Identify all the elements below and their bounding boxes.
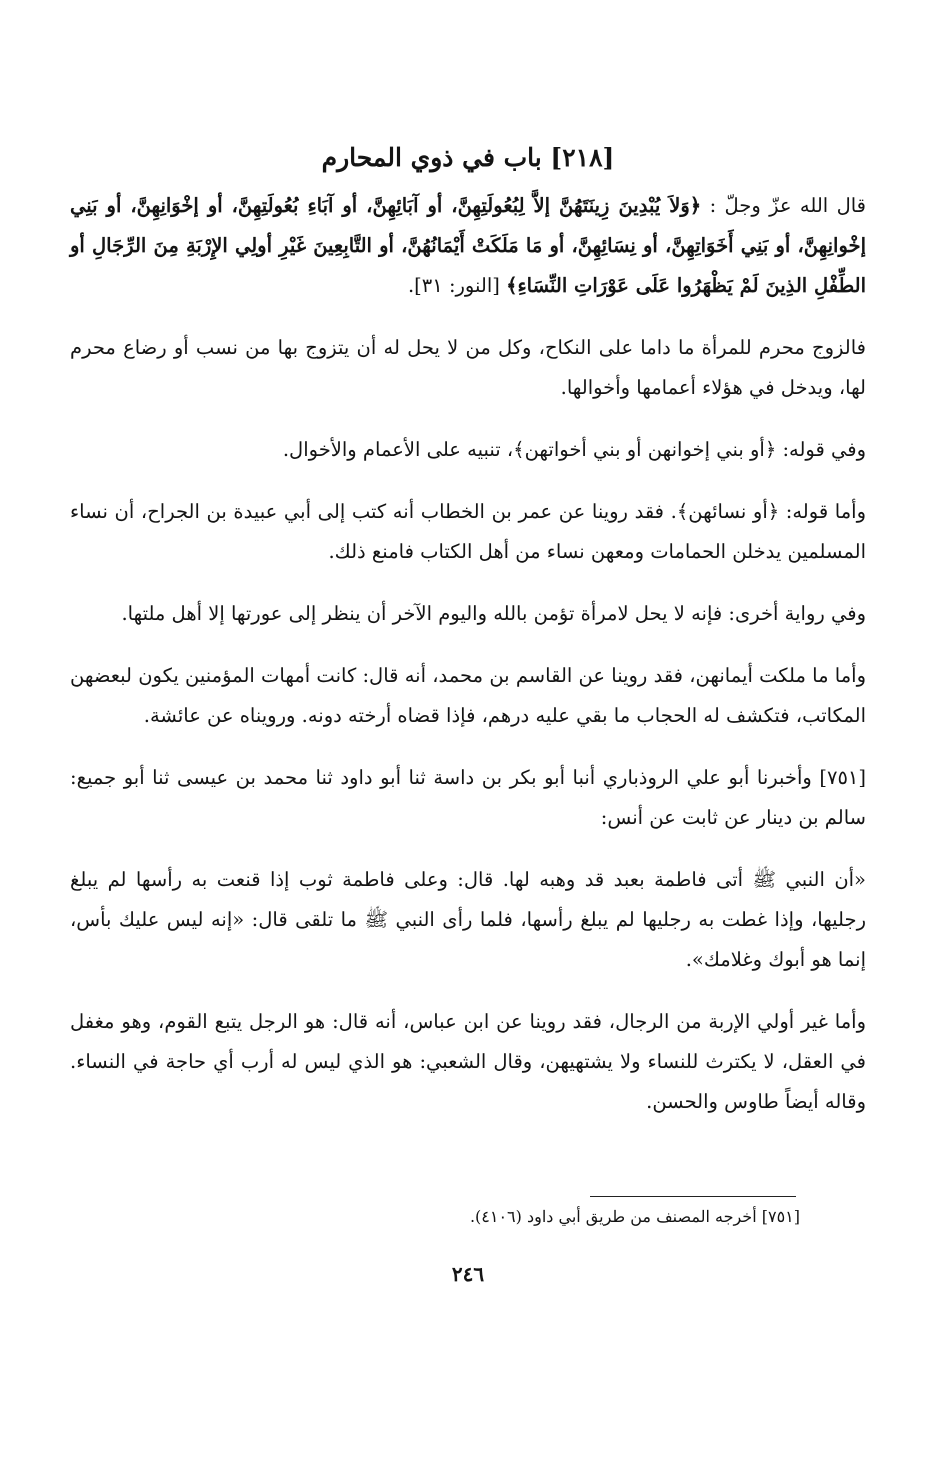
paragraph-hadith-chain: [٧٥١] وأخبرنا أبو علي الروذباري أنبا أبو بكر بن داسة ثنا أبو داود ثنا محمد بن عيسى ثنا أبو جميع: سالم بن دينار عن ثابت عن أنس: — [70, 766, 866, 829]
page-body — [70, 186, 866, 1144]
footnote-divider — [590, 1196, 796, 1197]
paragraph-hadith-text: «أن النبي ﷺ أتى فاطمة بعبد قد وهبه لها. قال: وعلى فاطمة ثوب إذا قنعت به رأسها لم يبلغ رجليها، وإذا غطت به رجليها لم يبلغ رأسها، فلما رأى النبي ﷺ ما تلقى قال: «إنه ليس عليك بأس، إنما هو أبوك وغلامك». — [70, 868, 866, 971]
paragraph-quran-verse — [70, 186, 866, 306]
verse-intro: قال الله عزّ وجلّ : — [701, 194, 866, 217]
paragraph: وأما قوله: ﴿أو نسائهن﴾. فقد روينا عن عمر بن الخطاب أنه كتب إلى أبي عبيدة بن الجراح، أن نساء المسلمين يدخلن الحمامات ومعهن نساء من أهل الكتاب فامنع ذلك. — [70, 500, 866, 563]
page-number: ٢٤٦ — [451, 1262, 485, 1286]
paragraph: وفي رواية أخرى: فإنه لا يحل لامرأة تؤمن بالله واليوم الآخر أن ينظر إلى عورتها إلا أهل ملتها. — [121, 602, 866, 625]
paragraph: وفي قوله: ﴿أو بني إخوانهن أو بني أخواتهن﴾، تنبيه على الأعمام والأخوال. — [282, 438, 866, 461]
quran-verse: ﴿وَلاَ يُبْدِينَ زِينَتَهُنَّ إلاَّ لِبُعُولَتِهِنَّ، أو آبَائِهِنَّ، أو آبَاءِ بُعُولَتِهِنَّ، أو إخْوَانِهِنَّ، أو بَنِي إخْوانِهِنَّ، أو بَنِي أَخَوَاتِهِنَّ، أو نِسَائِهِنَّ، أو مَا مَلَكَتْ أَيْمَانُهُنَّ، أو التَّابِعِينَ غَيْرِ أولِي الإِرْبَةِ مِنَ الرِّجَالِ أو الطِّفْلِ الذِينَ لَمْ يَظْهَرُوا عَلَى عَوْرَاتِ النِّسَاءِ﴾ — [70, 194, 866, 297]
paragraph: فالزوج محرم للمرأة ما داما على النكاح، وكل من لا يحل له أن يتزوج بها من نسب أو رضاع محرم لها، ويدخل في هؤلاء أعمامها وأخوالها. — [70, 336, 866, 399]
paragraph: وأما غير أولي الإربة من الرجال، فقد روينا عن ابن عباس، أنه قال: هو الرجل يتبع القوم، وهو مغفل في العقل، لا يكترث للنساء ولا يشتهيهن، وقال الشعبي: هو الذي ليس له أرب أي حاجة في النساء. وقاله أيضاً طاوس والحسن. — [70, 1010, 866, 1113]
paragraph: وأما ما ملكت أيمانهن، فقد روينا عن القاسم بن محمد، أنه قال: كانت أمهات المؤمنين يكون لبعضهن المكاتب، فتكشف له الحجاب ما بقي عليه درهم، فإذا قضاه أرخته دونه. ورويناه عن عائشة. — [70, 664, 866, 727]
footnote: [٧٥١] أخرجه المصنف من طريق أبي داود (٤١٠٦). — [469, 1207, 800, 1226]
verse-reference: [النور: ٣١]. — [407, 274, 507, 297]
chapter-title: [٢١٨] باب في ذوي المحارم — [321, 143, 615, 172]
